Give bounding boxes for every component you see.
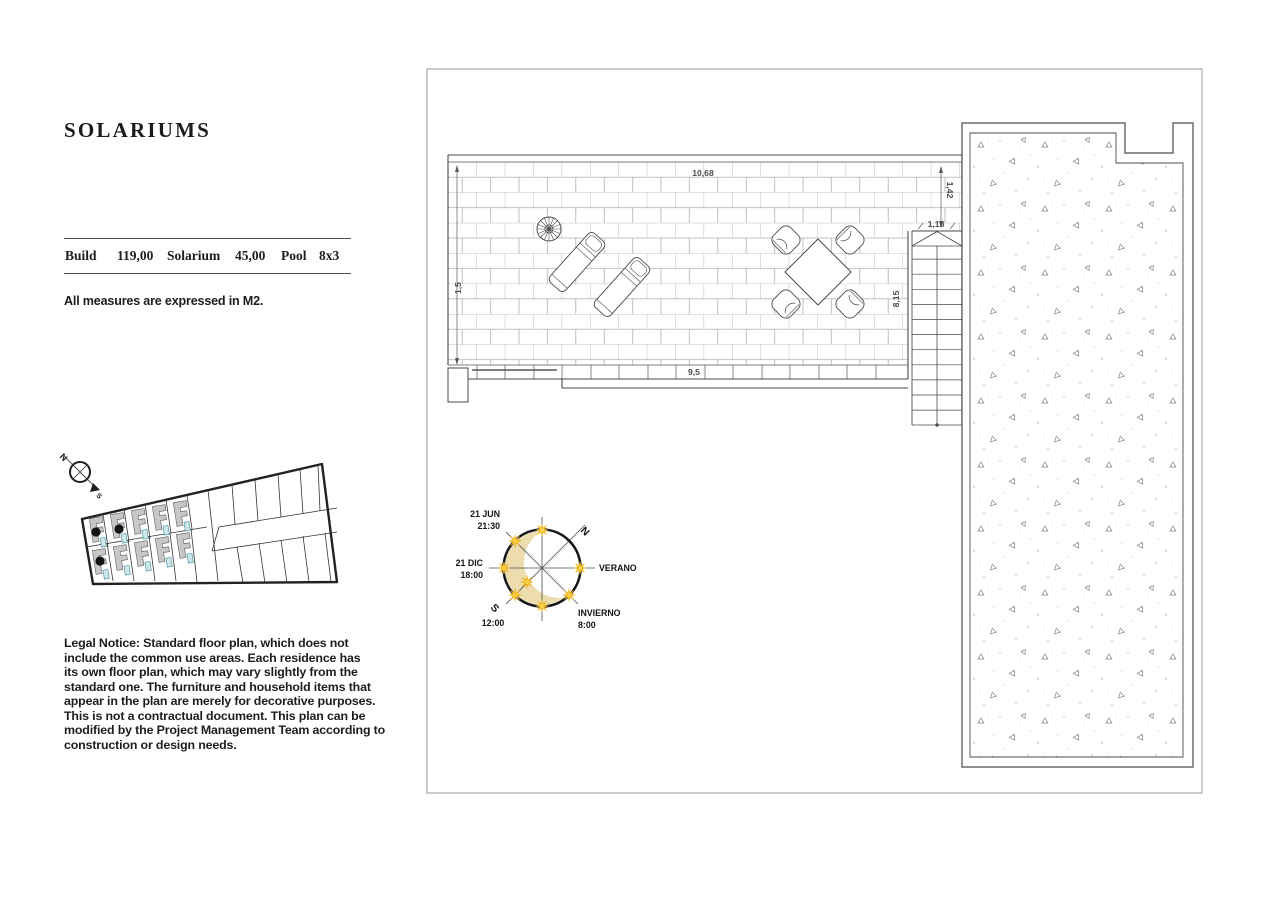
- sun-icon: [508, 534, 522, 548]
- compass-north-label: N: [57, 451, 70, 464]
- build-value: 119,00: [117, 248, 154, 263]
- summer-solstice-time: 21:30: [477, 521, 500, 531]
- parasol-icon: [537, 217, 561, 241]
- measures-note: All measures are expressed in M2.: [64, 294, 264, 308]
- winter-solstice-date: 21 DIC: [455, 558, 483, 568]
- compass-cross-icon: [73, 465, 87, 479]
- pool-label: Pool: [281, 248, 307, 263]
- south-label: S: [487, 601, 502, 616]
- compass-south-label: S: [94, 492, 103, 501]
- sun-icon: [535, 523, 549, 537]
- floor-plan: [427, 69, 1202, 793]
- south-arrow-icon: [90, 483, 100, 492]
- unit-marker-dot: [114, 524, 123, 533]
- compass: [58, 452, 103, 501]
- sun-icon: [573, 561, 587, 575]
- terrace: [448, 155, 962, 425]
- pool-area: [962, 123, 1193, 767]
- sun-icon: [508, 588, 522, 602]
- legal-line: This is not a contractual document. This plan can be: [64, 708, 366, 723]
- legal-line: Legal Notice: Standard floor plan, which does not: [64, 636, 349, 650]
- verano-label: VERANO: [599, 563, 637, 573]
- unit-marker-dot: [95, 556, 104, 565]
- unit-marker-dot: [91, 527, 100, 536]
- sun-icon: [535, 599, 549, 613]
- legal-line: appear in the plan are merely for decorative purposes.: [64, 694, 376, 709]
- solarium-label: Solarium: [167, 248, 221, 263]
- sun-icon: [520, 575, 534, 589]
- stairs: [912, 231, 962, 427]
- north-label: N: [577, 524, 592, 539]
- invierno-label: INVIERNO: [578, 608, 621, 618]
- page-title: SOLARIUMS: [64, 118, 211, 142]
- pool-value: 8x3: [319, 248, 340, 263]
- legal-line: include the common use areas. Each residence has: [64, 650, 361, 665]
- dim-top-label: 10,68: [692, 168, 714, 178]
- dim-bottom-label: 9,5: [688, 367, 700, 377]
- pool-inner: [970, 133, 1183, 757]
- sun-icon: [497, 561, 511, 575]
- legal-line: standard one. The furniture and household items that: [64, 679, 371, 694]
- terrace-step: [448, 368, 468, 402]
- legal-line: its own floor plan, which may vary slightly from the: [64, 665, 358, 680]
- summer-solstice-date: 21 JUN: [470, 509, 500, 519]
- site-plan-map: [58, 452, 337, 584]
- solarium-value: 45,00: [235, 248, 266, 263]
- dim-stair-height-label: 1,42: [945, 181, 955, 199]
- dim-right-label: 8,15: [891, 290, 901, 308]
- winter-solstice-time: 18:00: [460, 570, 483, 580]
- legal-line: modified by the Project Management Team according to: [64, 723, 386, 738]
- legal-line: construction or design needs.: [64, 737, 237, 752]
- dim-stair-width-label: 1,18: [927, 219, 945, 229]
- build-label: Build: [65, 248, 97, 263]
- noon-time: 12:00: [481, 618, 505, 628]
- brick-paving: [448, 162, 962, 365]
- winter-sunrise-time: 8:00: [578, 620, 596, 630]
- sun-icon: [562, 588, 576, 602]
- dim-left-label: 1,5: [453, 282, 463, 294]
- sun-path-diagram: [456, 509, 637, 630]
